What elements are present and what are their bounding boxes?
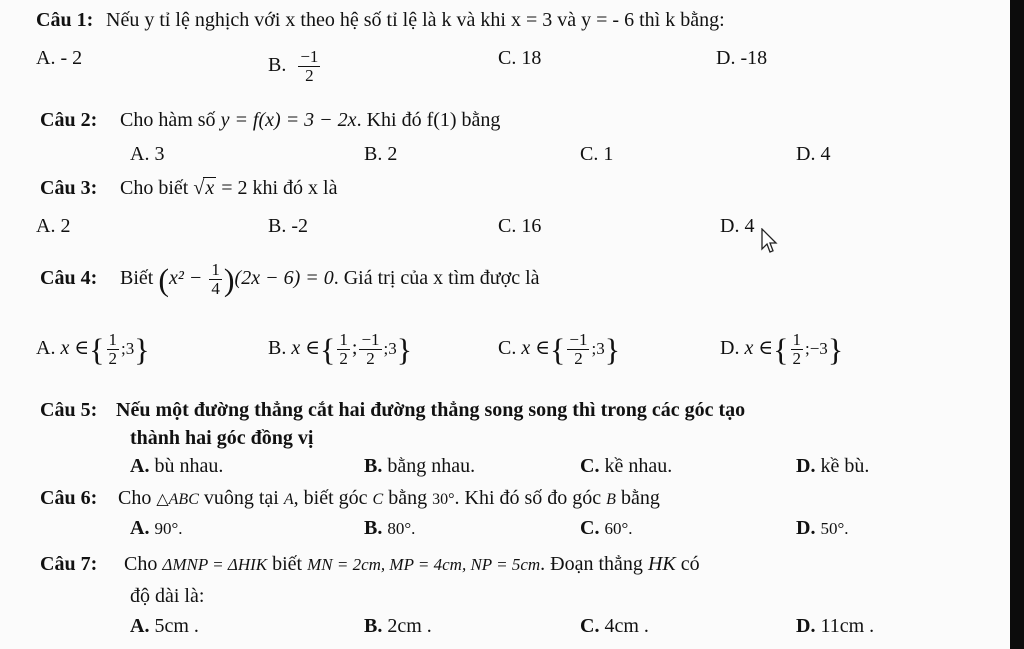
- option-a[interactable]: A. 90°.: [130, 517, 183, 539]
- question-label: Câu 4:: [40, 267, 98, 289]
- question-label: Câu 1:: [36, 9, 94, 31]
- mouse-pointer-icon: [760, 228, 778, 254]
- option-b[interactable]: B. bằng nhau.: [364, 455, 476, 477]
- option-a[interactable]: A. 3: [130, 143, 165, 165]
- question-1: [0, 4, 1010, 36]
- question-stem: Cho biết √x = 2 khi đó x là: [120, 177, 338, 199]
- question-stem-line2: độ dài là:: [130, 585, 205, 607]
- question-7-options: [0, 610, 1010, 642]
- question-5-options: [0, 450, 1010, 482]
- question-2-options: [0, 138, 1010, 170]
- question-4-options: [0, 326, 1010, 370]
- sqrt-sign: √: [193, 177, 205, 199]
- question-6-options: [0, 512, 1010, 544]
- window-edge: [1010, 0, 1024, 649]
- question-stem: Cho △ABC vuông tại A, biết góc C bằng 30°. Khi đó số đo góc B bằng: [118, 487, 660, 509]
- option-b[interactable]: B. -2: [268, 215, 309, 237]
- question-3-options: [0, 210, 1010, 242]
- option-c[interactable]: C. x ∈{ $\frac{-1}{2}$ ;3}: [498, 329, 621, 368]
- option-d[interactable]: D. 4: [720, 215, 755, 237]
- question-1-options: [0, 42, 1010, 90]
- question-label: Câu 5:: [40, 399, 98, 421]
- option-a[interactable]: A. bù nhau.: [130, 455, 224, 477]
- question-label: Câu 7:: [40, 553, 98, 575]
- question-stem: Nếu y tỉ lệ nghịch với x theo hệ số tỉ lệ là k và khi x = 3 và y = - 6 thì k bằng:: [106, 9, 725, 31]
- option-d[interactable]: D. -18: [716, 47, 768, 69]
- option-d[interactable]: D. x ∈{ $\frac{1}{2}$ ;−3}: [720, 329, 844, 368]
- option-b[interactable]: B. 2: [364, 143, 398, 165]
- option-d[interactable]: D. kề bù.: [796, 455, 870, 477]
- question-label: Câu 3:: [40, 177, 98, 199]
- option-a[interactable]: A. 5cm .: [130, 615, 199, 637]
- option-d[interactable]: D. 4: [796, 143, 831, 165]
- question-7-line2: [0, 580, 1010, 612]
- option-c[interactable]: C. 16: [498, 215, 542, 237]
- option-c[interactable]: C. 60°.: [580, 517, 633, 539]
- option-b[interactable]: B. $\frac{-1}{2}$: [268, 47, 319, 85]
- question-stem-line2: thành hai góc đồng vị: [130, 427, 314, 449]
- function-formula: y = f(x) = 3 − 2x: [220, 109, 357, 131]
- question-7: [0, 548, 1010, 580]
- option-b[interactable]: B. 2cm .: [364, 615, 432, 637]
- question-label: Câu 2:: [40, 109, 98, 131]
- option-a[interactable]: A. - 2: [36, 47, 83, 69]
- option-c[interactable]: C. 4cm .: [580, 615, 649, 637]
- option-a[interactable]: A. x ∈{ $\frac{1}{2}$ ;3}: [36, 329, 150, 368]
- question-2: [0, 104, 1010, 136]
- option-d[interactable]: D. 50°.: [796, 517, 849, 539]
- option-b[interactable]: B. 80°.: [364, 517, 416, 539]
- option-c[interactable]: C. kề nhau.: [580, 455, 673, 477]
- question-3: [0, 172, 1010, 204]
- option-b[interactable]: B. x ∈{ $\frac{1}{2}$ ; $\frac{-1}{2}$ ;3}: [268, 329, 413, 368]
- question-4: [0, 258, 1010, 298]
- question-label: Câu 6:: [40, 487, 98, 509]
- question-stem: Biết (x² − $\frac{1}{4}$ )(2x − 6) = 0. Giá trị của x tìm được là: [120, 259, 540, 298]
- option-a[interactable]: A. 2: [36, 215, 71, 237]
- question-6: [0, 482, 1010, 514]
- question-stem: Cho ΔMNP = ΔHIK biết MN = 2cm, MP = 4cm, NP = 5cm. Đoạn thẳng HK có: [124, 553, 700, 575]
- question-stem: Cho hàm số y = f(x) = 3 − 2x. Khi đó f(1) bằng: [120, 109, 501, 131]
- question-stem-line1: Nếu một đường thẳng cắt hai đường thẳng song song thì trong các góc tạo: [116, 399, 746, 421]
- option-c[interactable]: C. 18: [498, 47, 542, 69]
- option-c[interactable]: C. 1: [580, 143, 614, 165]
- option-d[interactable]: D. 11cm .: [796, 615, 875, 637]
